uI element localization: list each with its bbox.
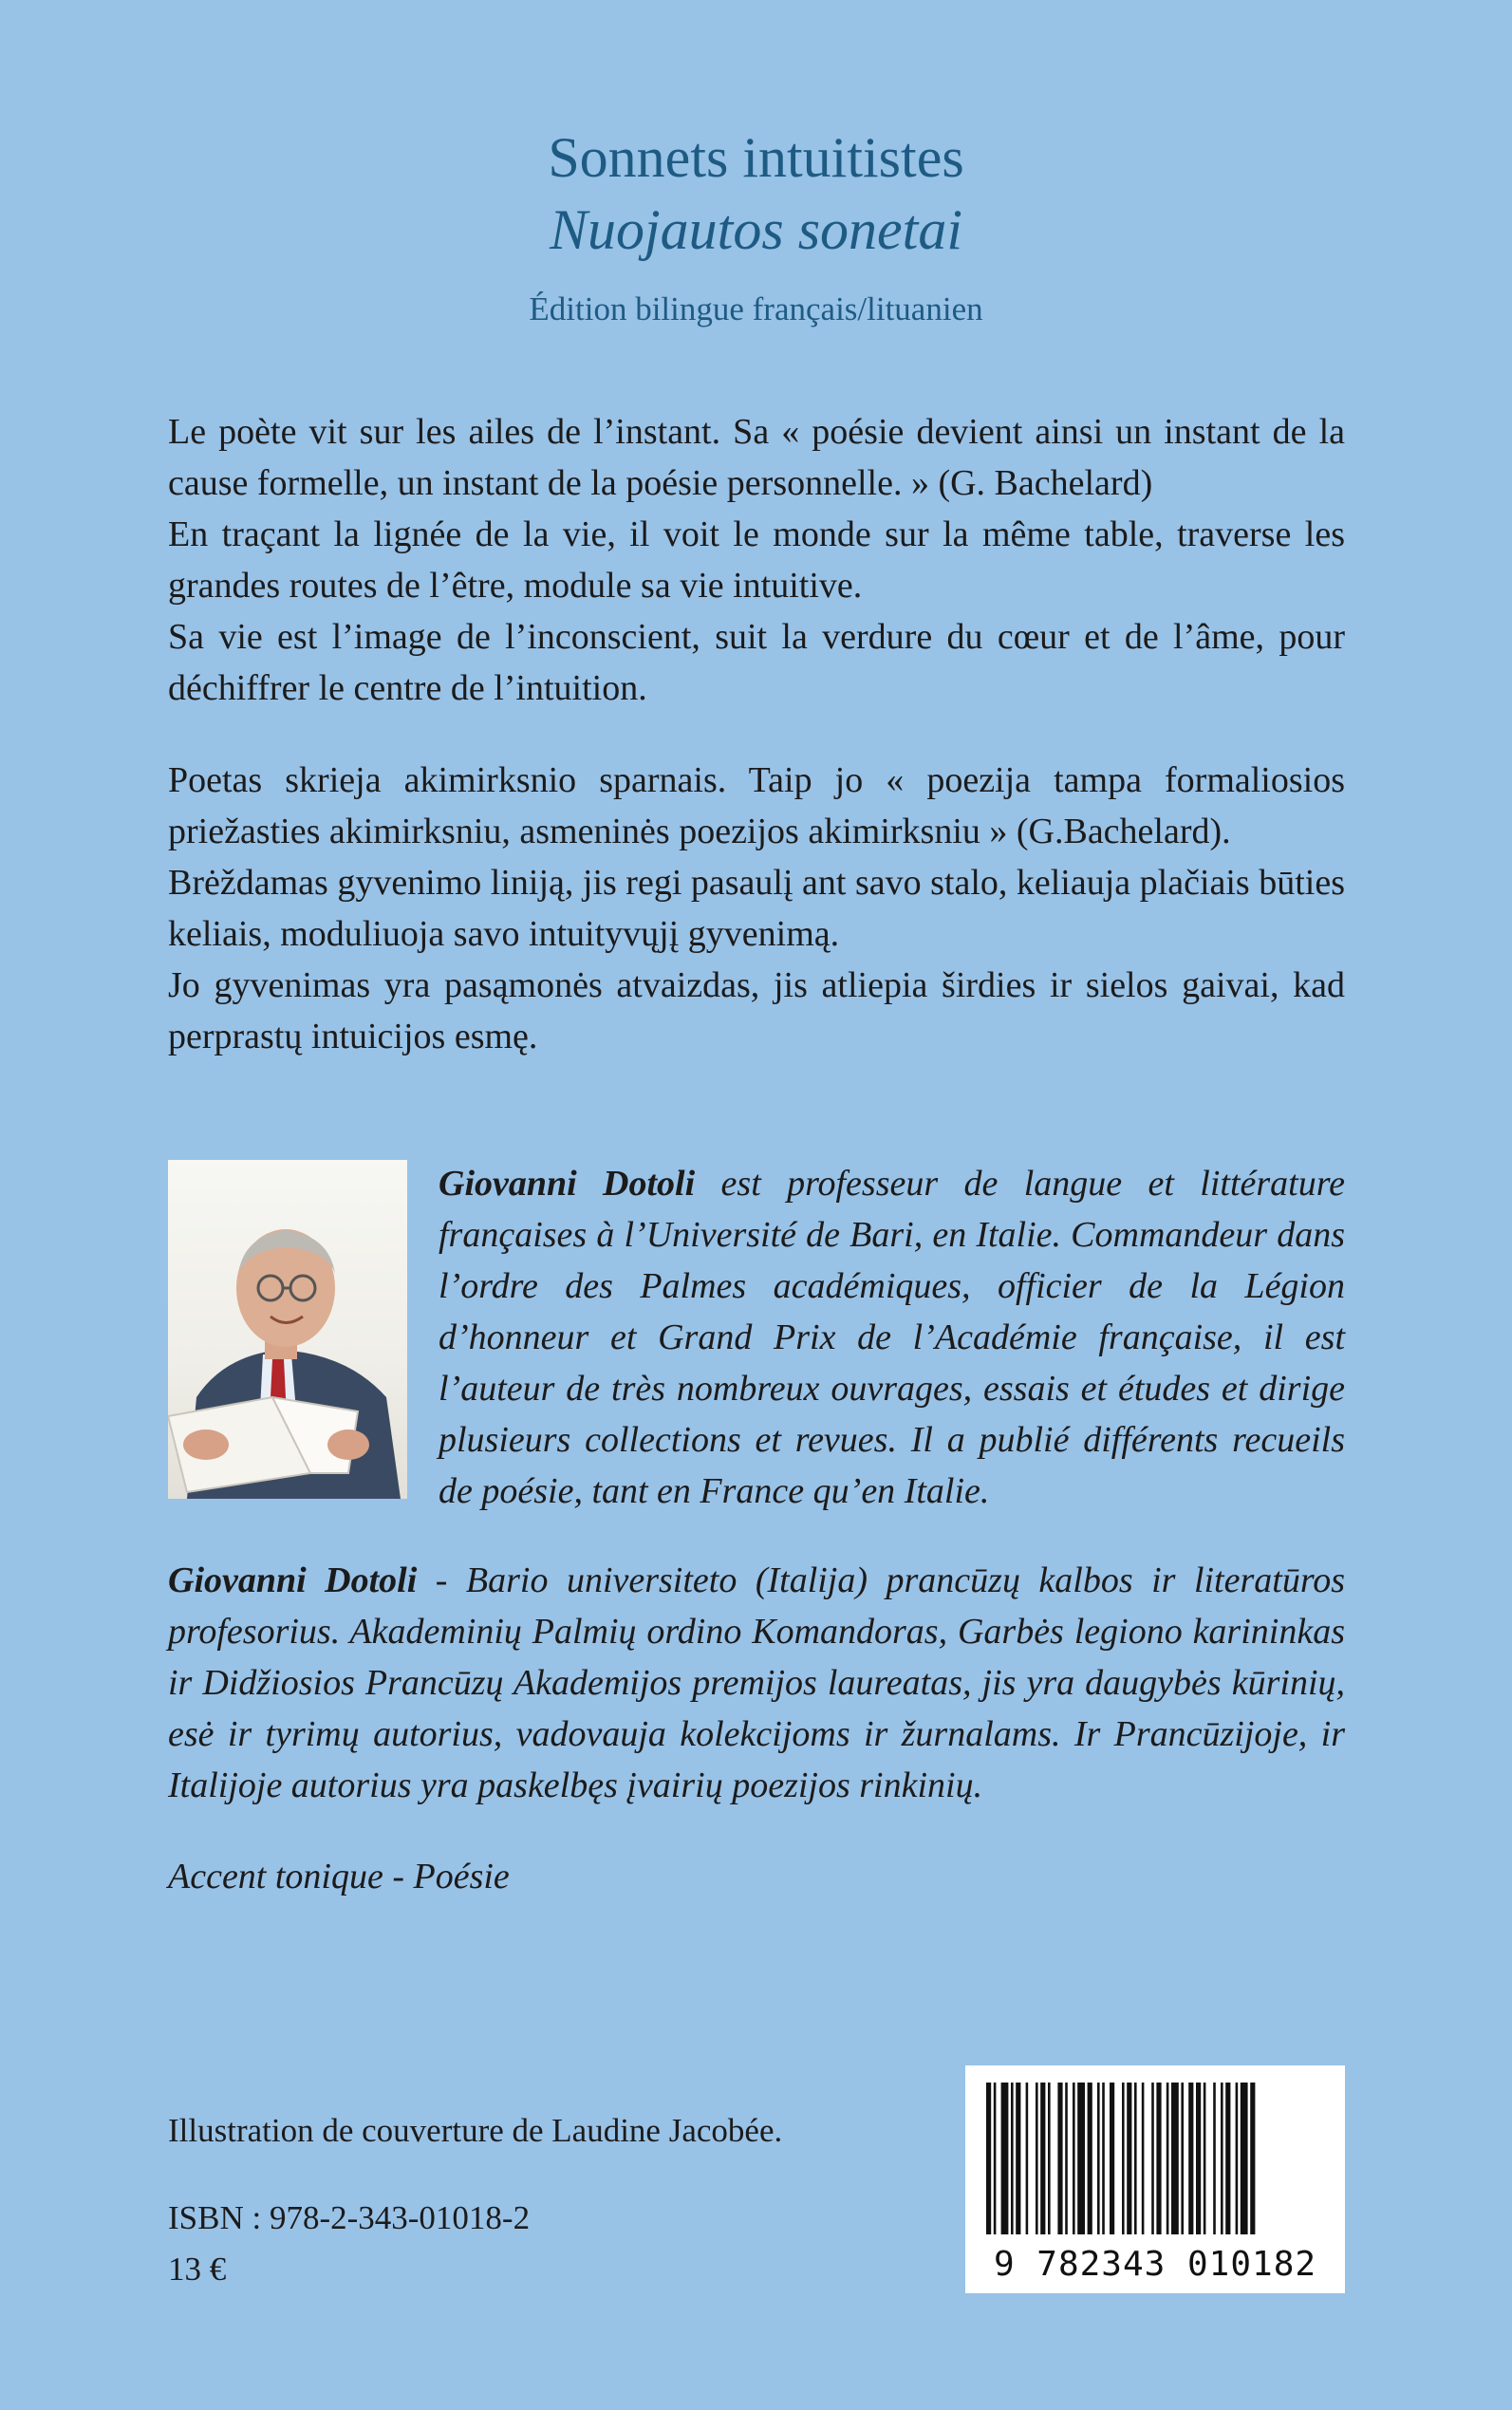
barcode-bar — [1026, 2083, 1029, 2234]
blurb-lt-line: Poetas skrieja akimirksnio sparnais. Taip jo « poezija tampa formaliosios priežasties akimirksniu, asmeninės poezijos akimirksniu » (G.Bachelard). — [168, 760, 1345, 851]
price: 13 € — [168, 2251, 227, 2288]
isbn: ISBN : 978-2-343-01018-2 — [168, 2199, 531, 2236]
barcode-bar — [1241, 2083, 1248, 2234]
blurb-lithuanian — [168, 755, 1345, 1062]
barcode-bar — [986, 2083, 991, 2234]
blurb-fr-line: En traçant la lignée de la vie, il voit le monde sur la même table, traverse les grandes routes de l’être, module sa vie intuitive. — [168, 514, 1345, 606]
barcode-bar — [1167, 2083, 1169, 2234]
barcode-bar — [1097, 2083, 1100, 2234]
barcode-bar — [1048, 2083, 1051, 2234]
barcode-bar — [994, 2083, 997, 2234]
bio-fr-body: est professeur de langue et littérature françaises à l’Université de Bari, en Italie. Commandeur dans l’ordre des Palmes académiques, officier de la Légion d’honneur et Grand Prix de l’Académie française, il est l’auteur de très nombreux ouvrages, essais et études et dirige plusieurs collections et revues. Il a publié différents recueils de poésie, tant en France qu’en Italie. — [439, 1164, 1345, 1511]
book-subtitle: Nuojautos sonetai — [549, 198, 963, 261]
barcode-bar — [1016, 2083, 1020, 2234]
blurb-french — [168, 406, 1345, 714]
barcode-bars — [965, 2065, 1345, 2246]
barcode-bar — [1156, 2083, 1161, 2234]
barcode-bar — [1122, 2083, 1125, 2234]
barcode-bar — [1110, 2083, 1114, 2234]
barcode-bar — [1225, 2083, 1230, 2234]
blurb-fr-line: Le poète vit sur les ailes de l’instant. Sa « poésie devient ainsi un instant de la cause formelle, un instant de la poésie personnelle. » (G. Bachelard) — [168, 412, 1345, 503]
blurb-lt-line: Brėždamas gyvenimo liniją, jis regi pasaulį ant savo stalo, keliauja plačiais būties keliais, moduliuoja savo intuityvųjį gyvenimą. — [168, 863, 1345, 954]
author-bio-lt-text — [168, 1555, 1345, 1811]
barcode-bar — [1134, 2083, 1137, 2234]
author-name: Giovanni Dotoli — [439, 1164, 696, 1204]
author-bio-lithuanian — [168, 1555, 1345, 1811]
barcode-bar — [1204, 2083, 1206, 2234]
barcode-bar — [1001, 2083, 1009, 2234]
edition-note: Édition bilingue français/lituanien — [529, 290, 983, 327]
barcode-bar — [1151, 2083, 1154, 2234]
barcode-bar — [1077, 2083, 1085, 2234]
barcode-bar — [1011, 2083, 1014, 2234]
barcode-bar — [1213, 2083, 1216, 2234]
series-name: Accent tonique - Poésie — [168, 1857, 510, 1896]
barcode-bar — [1236, 2083, 1239, 2234]
barcode — [965, 2065, 1345, 2293]
illustration-credit: Illustration de couverture de Laudine Jacobée. — [168, 2112, 783, 2149]
bio-lt-body: - Bario universiteto (Italija) prancūzų kalbos ir literatūros profesorius. Akademinių Palmių ordino Komandoras, Garbės legiono karininkas ir Didžiosios Prancūzų Akademijos premijos laureatas, jis yra daugybės kūrinių, esė ir tyrimų autorius, vadovauja kolekcijoms ir žurnalams. Ir Prancūzijoje, ir Italijoje autorius yra paskelbęs įvairių poezijos rinkinių. — [168, 1560, 1345, 1805]
barcode-bar — [1250, 2083, 1255, 2234]
barcode-bar — [1040, 2083, 1045, 2234]
barcode-bar — [1127, 2083, 1131, 2234]
barcode-bar — [1057, 2083, 1062, 2234]
title-block — [0, 121, 1512, 328]
author-name: Giovanni Dotoli — [168, 1560, 418, 1600]
blurb-fr-line: Sa vie est l’image de l’inconscient, suit la verdure du cœur et de l’âme, pour déchiffrer le centre de l’intuition. — [168, 617, 1345, 708]
barcode-bar — [1196, 2083, 1201, 2234]
author-photo — [168, 1160, 407, 1499]
barcode-bar — [1188, 2083, 1193, 2234]
barcode-digits: 9 782343 010182 — [993, 2245, 1317, 2284]
barcode-bar — [1065, 2083, 1068, 2234]
barcode-bar — [1036, 2083, 1038, 2234]
author-bio-fr-text — [439, 1158, 1345, 1517]
barcode-bar — [1221, 2083, 1223, 2234]
book-title: Sonnets intuitistes — [548, 126, 964, 189]
barcode-bar — [1171, 2083, 1179, 2234]
author-bio-french — [439, 1158, 1345, 1517]
barcode-bar — [1073, 2083, 1075, 2234]
barcode-bar — [1088, 2083, 1092, 2234]
barcode-bar — [1181, 2083, 1184, 2234]
barcode-bar — [1142, 2083, 1145, 2234]
barcode-bar — [1102, 2083, 1105, 2234]
blurb-lt-line: Jo gyvenimas yra pasąmonės atvaizdas, jis atliepia širdies ir sielos gaivai, kad perprastų intuicijos esmę. — [168, 965, 1345, 1056]
